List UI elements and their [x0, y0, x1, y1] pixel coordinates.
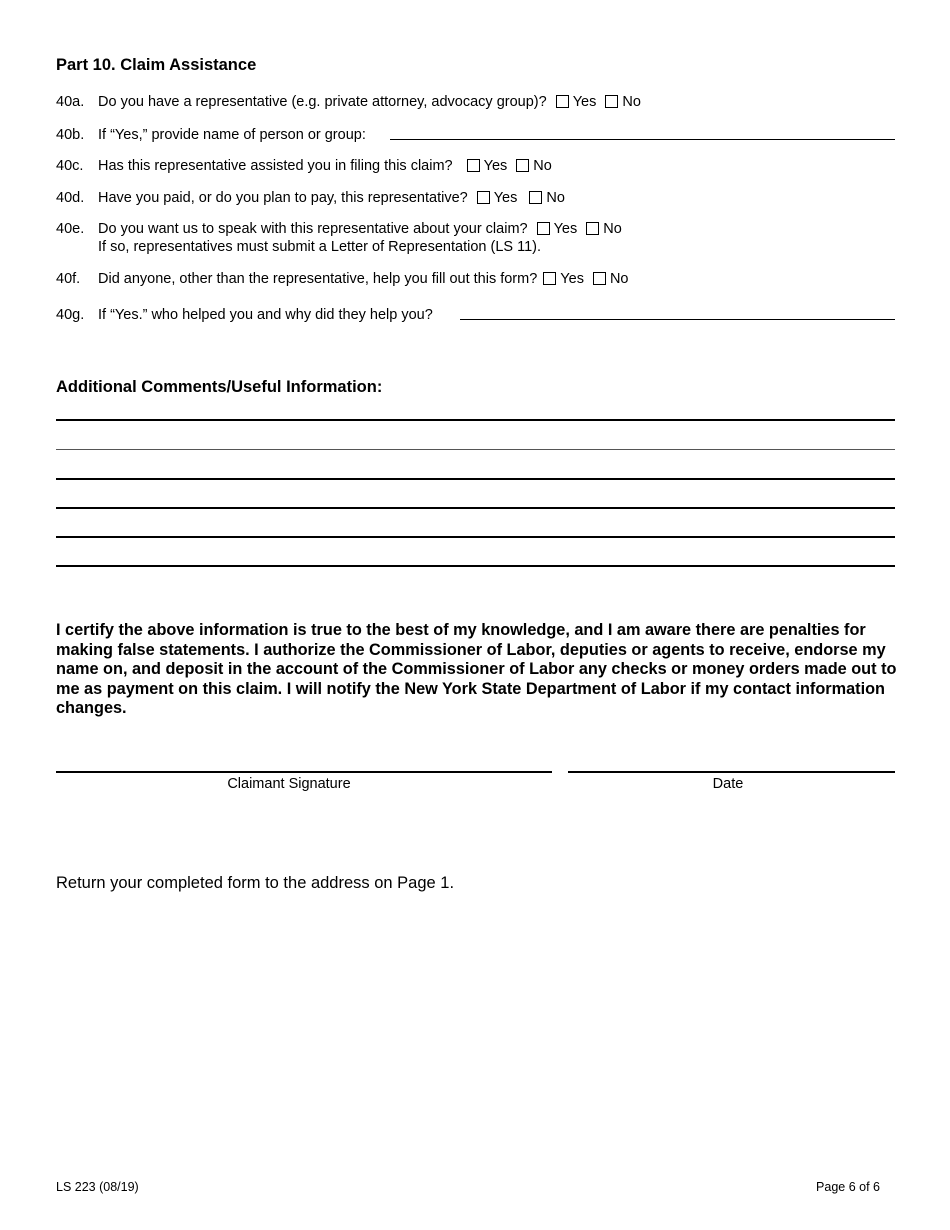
question-text: If “Yes.” who helped you and why did they help you? [98, 307, 433, 323]
question-number: 40e. [56, 221, 85, 237]
representative-name-field[interactable] [390, 139, 895, 140]
no-checkbox[interactable] [605, 95, 618, 108]
no-label: No [622, 94, 641, 110]
question-number: 40b. [56, 127, 85, 143]
return-instructions: Return your completed form to the address on Page 1. [56, 874, 455, 892]
question-40a [56, 93, 641, 111]
yes-checkbox[interactable] [477, 191, 490, 204]
form-id: LS 223 (08/19) [56, 1180, 139, 1194]
question-40c [56, 157, 552, 175]
comment-line-6[interactable] [56, 565, 895, 567]
comments-title: Additional Comments/Useful Information: [56, 378, 383, 396]
question-note: If so, representatives must submit a Letter of Representation (LS 11). [98, 239, 542, 255]
yes-label: Yes [560, 271, 584, 287]
question-number: 40a. [56, 94, 85, 110]
question-text: Do you have a representative (e.g. private attorney, advocacy group)? [98, 94, 547, 110]
question-40d [56, 189, 565, 207]
comment-line-1[interactable] [56, 419, 895, 421]
comment-line-5[interactable] [56, 536, 895, 538]
question-number: 40f. [56, 271, 81, 287]
question-40b [56, 126, 366, 144]
question-number: 40c. [56, 158, 84, 174]
no-checkbox[interactable] [586, 222, 599, 235]
question-text: Did anyone, other than the representative, help you fill out this form? [98, 271, 538, 287]
yes-label: Yes [483, 158, 508, 174]
question-text: Have you paid, or do you plan to pay, this representative? [98, 190, 468, 206]
question-text: If “Yes,” provide name of person or group: [98, 127, 366, 143]
claimant-signature-field[interactable] [56, 771, 552, 773]
yes-label: Yes [553, 221, 578, 237]
page-number: Page 6 of 6 [816, 1180, 880, 1194]
no-label: No [533, 158, 552, 174]
yes-checkbox[interactable] [556, 95, 569, 108]
no-label: No [546, 190, 565, 206]
question-40e [56, 220, 622, 256]
no-checkbox[interactable] [593, 272, 606, 285]
yes-checkbox[interactable] [537, 222, 550, 235]
date-field[interactable] [568, 771, 895, 773]
question-text: Do you want us to speak with this representative about your claim? [98, 221, 528, 237]
yes-checkbox[interactable] [467, 159, 480, 172]
certification-statement: I certify the above information is true to the best of my knowledge, and I am aware there are penalties for making false statements. I authorize the Commissioner of Labor, deputies or agents to receive, endorse my name on, and deposit in the account of the Commissioner of Labor any checks or money orders made out to me as payment on this claim. I will notify the New York State Department of Labor if my contact information changes. [56, 621, 897, 717]
no-checkbox[interactable] [529, 191, 542, 204]
yes-label: Yes [572, 94, 597, 110]
comment-line-3[interactable] [56, 478, 895, 480]
helper-explanation-field[interactable] [460, 319, 895, 320]
yes-checkbox[interactable] [543, 272, 556, 285]
no-checkbox[interactable] [516, 159, 529, 172]
question-40f [56, 270, 629, 288]
comment-line-4[interactable] [56, 507, 895, 509]
no-label: No [609, 271, 629, 287]
comment-line-2[interactable] [56, 449, 895, 450]
question-text: Has this representative assisted you in filing this claim? [98, 158, 453, 174]
yes-label: Yes [493, 190, 518, 206]
question-40g [56, 306, 433, 324]
part-title: Part 10. Claim Assistance [56, 56, 257, 74]
no-label: No [603, 221, 622, 237]
question-number: 40g. [56, 307, 85, 323]
question-number: 40d. [56, 190, 85, 206]
claimant-signature-label: Claimant Signature [227, 776, 351, 792]
date-label: Date [712, 776, 744, 792]
